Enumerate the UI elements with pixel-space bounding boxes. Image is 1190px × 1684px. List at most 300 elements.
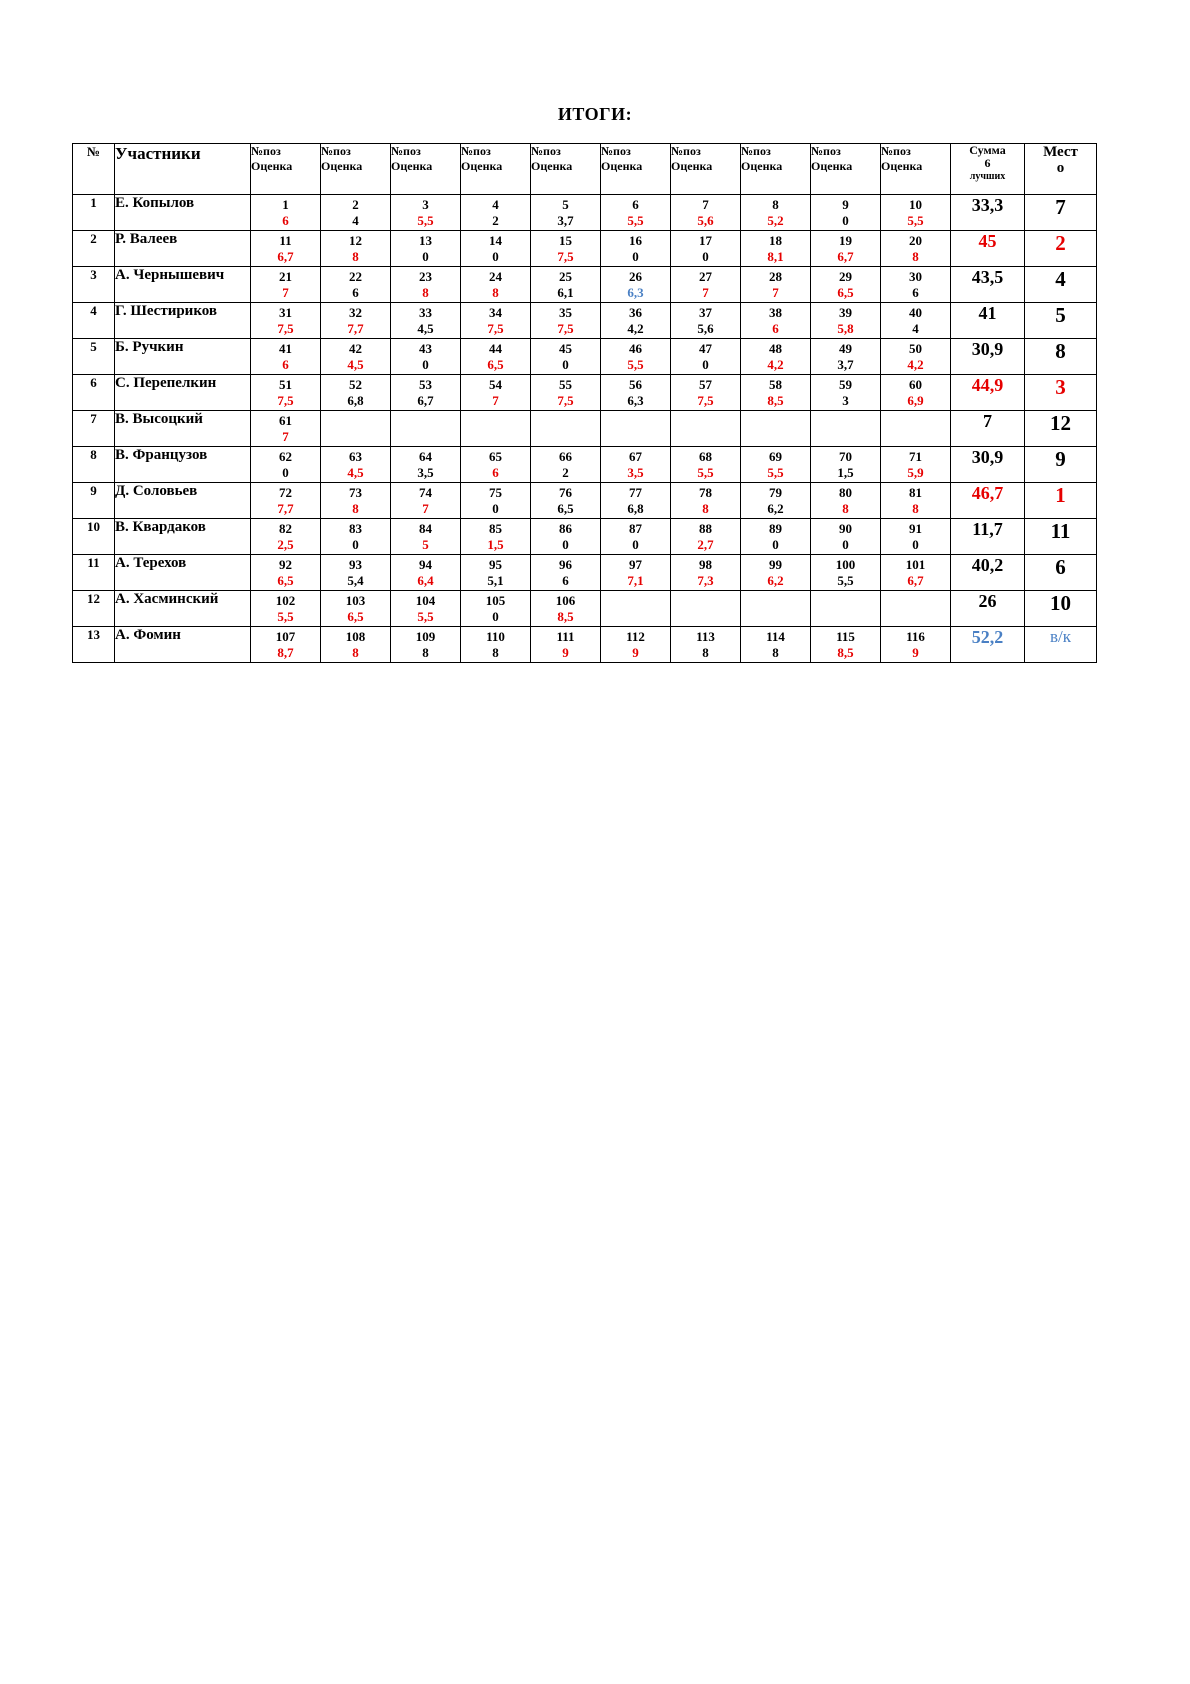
pos-score-cell	[461, 375, 531, 411]
pos-score-cell	[671, 555, 741, 591]
score-value: 7,5	[557, 249, 574, 264]
pos-score-cell	[321, 375, 391, 411]
pos-score-cell	[321, 195, 391, 231]
pos-score-cell	[321, 231, 391, 267]
pos-score-cell	[391, 267, 461, 303]
header-line: №поз	[601, 144, 631, 158]
position-number: 13	[419, 233, 432, 248]
pos-score-cell	[531, 627, 601, 663]
position-number: 112	[626, 629, 645, 644]
column-header-pos-score	[461, 144, 531, 195]
position-number: 7	[702, 197, 709, 212]
participant-name: Г. Шестириков	[115, 303, 251, 339]
table-row	[73, 375, 1097, 411]
score-value: 8	[702, 645, 709, 660]
place-value: 2	[1025, 231, 1097, 267]
score-value: 5,6	[697, 213, 714, 228]
header-line: 6	[984, 156, 991, 170]
pos-score-cell	[391, 627, 461, 663]
pos-score-cell	[461, 447, 531, 483]
pos-score-cell	[741, 303, 811, 339]
score-value: 6,7	[417, 393, 434, 408]
score-value: 8	[352, 249, 359, 264]
score-value: 7,5	[557, 393, 574, 408]
pos-score-cell	[391, 303, 461, 339]
results-table	[72, 143, 1097, 663]
column-header-pos-score	[391, 144, 461, 195]
position-number: 21	[279, 269, 292, 284]
score-value: 5,9	[907, 465, 924, 480]
pos-score-cell	[531, 195, 601, 231]
score-value: 0	[492, 249, 499, 264]
score-value: 4,5	[417, 321, 434, 336]
sum-best6-value: 33,3	[951, 195, 1025, 231]
place-value: в/к	[1025, 627, 1097, 663]
score-value: 8,5	[837, 645, 854, 660]
score-value: 6	[772, 321, 779, 336]
score-value: 0	[422, 357, 429, 372]
table-row	[73, 339, 1097, 375]
score-value: 5,5	[697, 465, 714, 480]
position-number: 115	[836, 629, 855, 644]
pos-score-cell	[671, 411, 741, 447]
pos-score-cell	[251, 591, 321, 627]
pos-score-cell	[461, 591, 531, 627]
score-value: 0	[562, 537, 569, 552]
column-header-place	[1025, 144, 1097, 195]
position-number: 63	[349, 449, 362, 464]
position-number: 40	[909, 305, 922, 320]
participant-name: В. Квардаков	[115, 519, 251, 555]
score-value: 5,8	[837, 321, 854, 336]
position-number: 30	[909, 269, 922, 284]
header-line: №поз	[321, 144, 351, 158]
place-value: 1	[1025, 483, 1097, 519]
table-row	[73, 627, 1097, 663]
score-value: 7,5	[487, 321, 504, 336]
position-number: 77	[629, 485, 642, 500]
position-number: 56	[629, 377, 642, 392]
pos-score-cell	[741, 555, 811, 591]
sum-best6-value: 30,9	[951, 447, 1025, 483]
position-number: 50	[909, 341, 922, 356]
pos-score-cell	[391, 375, 461, 411]
pos-score-cell	[811, 627, 881, 663]
pos-score-cell	[811, 339, 881, 375]
pos-score-cell	[251, 483, 321, 519]
pos-score-cell	[321, 483, 391, 519]
position-number: 85	[489, 521, 502, 536]
score-value: 6,5	[557, 501, 574, 516]
table-row	[73, 555, 1097, 591]
score-value: 4,2	[767, 357, 784, 372]
score-value: 8	[492, 285, 499, 300]
header-line: №поз	[531, 144, 561, 158]
pos-score-cell	[531, 591, 601, 627]
pos-score-cell	[741, 519, 811, 555]
pos-score-cell	[321, 555, 391, 591]
place-value: 7	[1025, 195, 1097, 231]
pos-score-cell	[811, 303, 881, 339]
position-number: 9	[842, 197, 849, 212]
score-value: 6,4	[417, 573, 434, 588]
position-number: 22	[349, 269, 362, 284]
row-number: 9	[73, 483, 115, 519]
pos-score-cell	[531, 555, 601, 591]
position-number: 76	[559, 485, 572, 500]
pos-score-cell	[251, 267, 321, 303]
score-value: 7,3	[697, 573, 714, 588]
position-number: 81	[909, 485, 922, 500]
score-value: 0	[772, 537, 779, 552]
pos-score-cell	[251, 555, 321, 591]
score-value: 6,2	[767, 573, 784, 588]
position-number: 90	[839, 521, 852, 536]
score-value: 5,5	[417, 213, 434, 228]
column-header-participants: Участники	[115, 144, 251, 195]
column-header-pos-score	[671, 144, 741, 195]
pos-score-cell	[601, 267, 671, 303]
position-number: 107	[275, 629, 296, 644]
position-number: 78	[699, 485, 712, 500]
position-number: 104	[415, 593, 436, 608]
pos-score-cell	[671, 303, 741, 339]
pos-score-cell	[601, 627, 671, 663]
position-number: 29	[839, 269, 852, 284]
pos-score-cell	[531, 267, 601, 303]
pos-score-cell	[741, 195, 811, 231]
header-line: Сумма	[969, 143, 1006, 157]
table-row	[73, 519, 1097, 555]
pos-score-cell	[811, 555, 881, 591]
sum-best6-value: 26	[951, 591, 1025, 627]
score-value: 6,2	[767, 501, 784, 516]
position-number: 5	[562, 197, 569, 212]
pos-score-cell	[531, 411, 601, 447]
pos-score-cell	[391, 447, 461, 483]
place-value: 9	[1025, 447, 1097, 483]
row-number: 1	[73, 195, 115, 231]
score-value: 3,7	[837, 357, 854, 372]
score-value: 7	[702, 285, 709, 300]
pos-score-cell	[321, 267, 391, 303]
pos-score-cell	[391, 231, 461, 267]
pos-score-cell	[321, 411, 391, 447]
position-number: 61	[279, 413, 292, 428]
position-number: 101	[905, 557, 926, 572]
table-header-row	[73, 144, 1097, 195]
position-number: 59	[839, 377, 852, 392]
position-number: 15	[559, 233, 572, 248]
position-number: 98	[699, 557, 712, 572]
position-number: 3	[422, 197, 429, 212]
participant-name: Р. Валеев	[115, 231, 251, 267]
header-line: №поз	[461, 144, 491, 158]
pos-score-cell	[461, 555, 531, 591]
score-value: 7	[282, 429, 289, 444]
score-value: 4	[912, 321, 919, 336]
position-number: 19	[839, 233, 852, 248]
score-value: 8,5	[557, 609, 574, 624]
place-value: 3	[1025, 375, 1097, 411]
score-value: 6	[492, 465, 499, 480]
participant-name: В. Французов	[115, 447, 251, 483]
pos-score-cell	[741, 375, 811, 411]
score-value: 6,9	[907, 393, 924, 408]
position-number: 105	[485, 593, 506, 608]
position-number: 45	[559, 341, 572, 356]
score-value: 6	[282, 357, 289, 372]
pos-score-cell	[531, 519, 601, 555]
table-row	[73, 267, 1097, 303]
pos-score-cell	[601, 339, 671, 375]
pos-score-cell	[671, 231, 741, 267]
score-value: 0	[842, 213, 849, 228]
position-number: 17	[699, 233, 712, 248]
position-number: 97	[629, 557, 642, 572]
score-value: 4	[352, 213, 359, 228]
position-number: 4	[492, 197, 499, 212]
header-line: №поз	[741, 144, 771, 158]
score-value: 0	[562, 357, 569, 372]
pos-score-cell	[391, 195, 461, 231]
position-number: 47	[699, 341, 712, 356]
position-number: 62	[279, 449, 292, 464]
score-value: 2,7	[697, 537, 714, 552]
position-number: 20	[909, 233, 922, 248]
pos-score-cell	[321, 303, 391, 339]
pos-score-cell	[391, 519, 461, 555]
position-number: 93	[349, 557, 362, 572]
position-number: 88	[699, 521, 712, 536]
pos-score-cell	[601, 555, 671, 591]
participant-name: С. Перепелкин	[115, 375, 251, 411]
row-number: 12	[73, 591, 115, 627]
score-value: 8	[912, 501, 919, 516]
score-value: 0	[352, 537, 359, 552]
position-number: 70	[839, 449, 852, 464]
pos-score-cell	[531, 339, 601, 375]
position-number: 44	[489, 341, 502, 356]
score-value: 8	[422, 285, 429, 300]
column-header-pos-score	[601, 144, 671, 195]
position-number: 84	[419, 521, 432, 536]
position-number: 55	[559, 377, 572, 392]
position-number: 11	[279, 233, 292, 248]
position-number: 31	[279, 305, 292, 320]
position-number: 57	[699, 377, 712, 392]
score-value: 7,5	[557, 321, 574, 336]
score-value: 1,5	[837, 465, 854, 480]
pos-score-cell	[811, 375, 881, 411]
header-line: лучших	[969, 171, 1006, 182]
pos-score-cell	[601, 375, 671, 411]
position-number: 51	[279, 377, 292, 392]
score-value: 7,7	[347, 321, 364, 336]
row-number: 8	[73, 447, 115, 483]
pos-score-cell	[671, 195, 741, 231]
score-value: 9	[632, 645, 639, 660]
pos-score-cell	[881, 267, 951, 303]
score-value: 0	[702, 249, 709, 264]
score-value: 7,5	[277, 393, 294, 408]
pos-score-cell	[461, 339, 531, 375]
score-value: 0	[492, 609, 499, 624]
pos-score-cell	[321, 591, 391, 627]
position-number: 18	[769, 233, 782, 248]
pos-score-cell	[251, 231, 321, 267]
header-line: Оценка	[671, 159, 713, 173]
participant-name: А. Хасминский	[115, 591, 251, 627]
position-number: 1	[282, 197, 289, 212]
position-number: 109	[415, 629, 436, 644]
pos-score-cell	[881, 231, 951, 267]
pos-score-cell	[251, 447, 321, 483]
score-value: 8	[422, 645, 429, 660]
participant-name: А. Терехов	[115, 555, 251, 591]
score-value: 6,7	[907, 573, 924, 588]
pos-score-cell	[601, 303, 671, 339]
score-value: 7	[422, 501, 429, 516]
pos-score-cell	[531, 303, 601, 339]
position-number: 102	[275, 593, 296, 608]
score-value: 9	[912, 645, 919, 660]
place-value: 11	[1025, 519, 1097, 555]
position-number: 39	[839, 305, 852, 320]
score-value: 5,5	[417, 609, 434, 624]
header-line: Оценка	[741, 159, 783, 173]
header-line: №поз	[671, 144, 701, 158]
position-number: 95	[489, 557, 502, 572]
header-line: Оценка	[391, 159, 433, 173]
place-value: 8	[1025, 339, 1097, 375]
score-value: 2	[492, 213, 499, 228]
pos-score-cell	[601, 411, 671, 447]
pos-score-cell	[881, 411, 951, 447]
score-value: 6,3	[627, 393, 644, 408]
score-value: 6	[912, 285, 919, 300]
pos-score-cell	[251, 303, 321, 339]
place-value: 6	[1025, 555, 1097, 591]
participant-name: Б. Ручкин	[115, 339, 251, 375]
table-row	[73, 447, 1097, 483]
pos-score-cell	[811, 267, 881, 303]
position-number: 92	[279, 557, 292, 572]
sum-best6-value: 11,7	[951, 519, 1025, 555]
position-number: 103	[345, 593, 366, 608]
column-header-pos-score	[321, 144, 391, 195]
sum-best6-value: 40,2	[951, 555, 1025, 591]
pos-score-cell	[321, 519, 391, 555]
participant-name: В. Высоцкий	[115, 411, 251, 447]
position-number: 48	[769, 341, 782, 356]
place-value: 5	[1025, 303, 1097, 339]
pos-score-cell	[461, 267, 531, 303]
position-number: 36	[629, 305, 642, 320]
score-value: 3,5	[627, 465, 644, 480]
position-number: 82	[279, 521, 292, 536]
position-number: 89	[769, 521, 782, 536]
position-number: 12	[349, 233, 362, 248]
sum-best6-value: 45	[951, 231, 1025, 267]
pos-score-cell	[741, 447, 811, 483]
position-number: 65	[489, 449, 502, 464]
header-line: Оценка	[321, 159, 363, 173]
pos-score-cell	[881, 447, 951, 483]
score-value: 6,5	[347, 609, 364, 624]
position-number: 23	[419, 269, 432, 284]
score-value: 6,5	[487, 357, 504, 372]
position-number: 6	[632, 197, 639, 212]
pos-score-cell	[391, 339, 461, 375]
position-number: 27	[699, 269, 712, 284]
score-value: 0	[282, 465, 289, 480]
pos-score-cell	[811, 231, 881, 267]
row-number: 5	[73, 339, 115, 375]
sum-best6-value: 43,5	[951, 267, 1025, 303]
header-line: №поз	[811, 144, 841, 158]
pos-score-cell	[671, 339, 741, 375]
position-number: 25	[559, 269, 572, 284]
column-header-pos-score	[741, 144, 811, 195]
position-number: 96	[559, 557, 572, 572]
position-number: 113	[696, 629, 715, 644]
pos-score-cell	[881, 195, 951, 231]
position-number: 37	[699, 305, 712, 320]
table-row	[73, 411, 1097, 447]
pos-score-cell	[811, 591, 881, 627]
pos-score-cell	[881, 303, 951, 339]
position-number: 116	[906, 629, 925, 644]
participant-name: А. Чернышевич	[115, 267, 251, 303]
position-number: 34	[489, 305, 502, 320]
score-value: 5,5	[277, 609, 294, 624]
pos-score-cell	[881, 555, 951, 591]
position-number: 68	[699, 449, 712, 464]
pos-score-cell	[741, 411, 811, 447]
position-number: 106	[555, 593, 576, 608]
position-number: 35	[559, 305, 572, 320]
position-number: 28	[769, 269, 782, 284]
header-line: №поз	[881, 144, 911, 158]
position-number: 73	[349, 485, 362, 500]
column-header-number: №	[73, 144, 115, 195]
score-value: 7	[282, 285, 289, 300]
position-number: 71	[909, 449, 922, 464]
position-number: 99	[769, 557, 782, 572]
score-value: 0	[912, 537, 919, 552]
pos-score-cell	[811, 411, 881, 447]
column-header-pos-score	[251, 144, 321, 195]
sum-best6-value: 46,7	[951, 483, 1025, 519]
header-line: Оценка	[251, 159, 293, 173]
pos-score-cell	[741, 483, 811, 519]
score-value: 3,5	[417, 465, 434, 480]
header-line: о	[1056, 160, 1065, 176]
row-number: 4	[73, 303, 115, 339]
pos-score-cell	[251, 375, 321, 411]
score-value: 4,5	[347, 465, 364, 480]
score-value: 5,5	[837, 573, 854, 588]
position-number: 53	[419, 377, 432, 392]
score-value: 8,1	[767, 249, 784, 264]
position-number: 10	[909, 197, 922, 212]
pos-score-cell	[811, 483, 881, 519]
score-value: 0	[422, 249, 429, 264]
pos-score-cell	[461, 519, 531, 555]
position-number: 87	[629, 521, 642, 536]
pos-score-cell	[251, 411, 321, 447]
